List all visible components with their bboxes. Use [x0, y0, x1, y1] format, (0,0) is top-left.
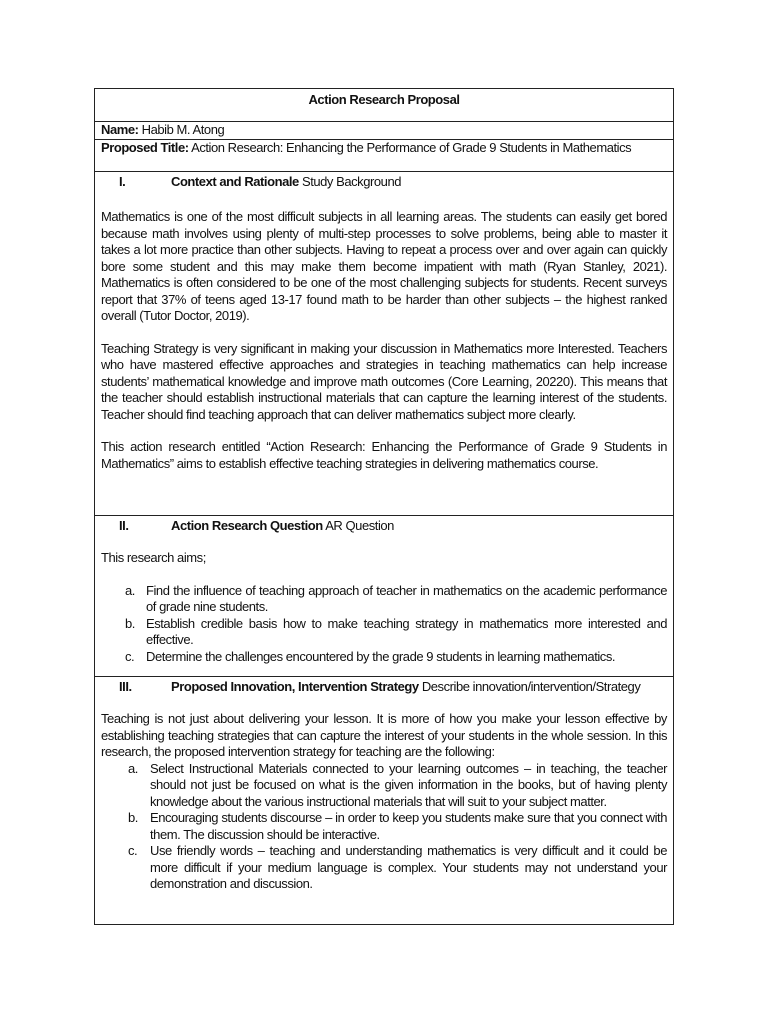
list-marker: b.	[125, 615, 135, 631]
section-proposed-innovation	[95, 677, 673, 924]
paragraph: Mathematics is one of the most difficult subjects in all learning areas. The students can easily get bored because math involves using plenty of multi-step processes to solve problems, being able to master it takes a lot more practice than other subjects. Having to repeat a process over and over again can quickly bore some student and this may make them become impatient with math (Ryan Stanley, 2021). Mathematics is often considered to be one of the most challenging subjects for students. Recent surveys report that 37% of teens aged 13-17 found math to be harder than other subjects – the highest ranked overall (Tutor Doctor, 2019).	[101, 209, 667, 323]
paragraph: This action research entitled “Action Research: Enhancing the Performance of Grade 9 Students in Mathematics” aims to establish effective teaching strategies in delivering mathematics course.	[101, 439, 667, 471]
proposal-document	[94, 88, 674, 925]
list-item	[101, 843, 667, 893]
paragraph: Teaching Strategy is very significant in making your discussion in Mathematics more Interested. Teachers who have mastered effective approaches and strategies in teaching mathematics can help increase students’ mathematical knowledge and improve math outcomes (Core Learning, 20220). This means that the teacher should establish instructional materials that can capture the learning interest of the students. Teacher should find teaching approach that can deliver mathematics subject more clearly.	[101, 340, 667, 422]
section-subtitle: Study Background	[301, 174, 402, 189]
list-item	[101, 810, 667, 843]
section-intro: This research aims;	[101, 550, 206, 565]
section-number: III.	[119, 679, 132, 694]
section-number: II.	[119, 518, 129, 533]
list-item-text: Find the influence of teaching approach of teacher in mathematics on the academic performance of grade nine students.	[146, 582, 667, 614]
list-marker: b.	[128, 810, 138, 825]
name-label: Name:	[101, 122, 139, 137]
section-intro: Teaching is not just about delivering your lesson. It is more of how you make your lesson effective by establishing teaching strategies that can capture the interest of your students in the whole session. In this research, the proposed intervention strategy for teaching are the following:	[101, 711, 667, 759]
list-marker: a.	[125, 582, 135, 598]
intervention-strategy-list	[101, 761, 667, 893]
list-item	[101, 649, 667, 666]
proposed-title-row	[95, 140, 673, 172]
list-marker: c.	[125, 648, 135, 664]
section-subtitle: AR Question	[325, 518, 394, 533]
section-subtitle: Describe innovation/intervention/Strategy	[421, 679, 641, 694]
document-title: Action Research Proposal	[308, 92, 460, 107]
name-row	[95, 122, 673, 140]
section-heading	[101, 679, 667, 697]
list-item	[101, 616, 667, 649]
section-heading	[101, 174, 667, 192]
list-item	[101, 583, 667, 616]
list-item	[101, 761, 667, 811]
list-item-text: Establish credible basis how to make teaching strategy in mathematics more interested and effective.	[146, 615, 667, 647]
section-title: Context and Rationale	[171, 174, 299, 189]
proposed-title-label: Proposed Title:	[101, 140, 189, 155]
title-row	[95, 89, 673, 122]
section-title: Action Research Question	[171, 518, 323, 533]
list-item-text: Select Instructional Materials connected to your learning outcomes – in teaching, the teacher should not just be focused on what is the given information in the books, but of having plenty knowledge about the various instructional materials that will suit to your subject matter.	[150, 760, 667, 809]
section-title: Proposed Innovation, Intervention Strategy	[171, 679, 419, 694]
section-heading	[101, 518, 667, 536]
section-context-rationale	[95, 172, 673, 516]
list-item-text: Use friendly words – teaching and understanding mathematics is very difficult and it could be more difficult if your medium language is complex. Your students may not understand your demonstration and discussion.	[150, 843, 667, 891]
list-item-text: Encouraging students discourse – in order to keep you students make sure that you connect with them. The discussion should be interactive.	[150, 810, 667, 842]
proposed-title-value: Action Research: Enhancing the Performance of Grade 9 Students in Mathematics	[191, 140, 632, 155]
name-value: Habib M. Atong	[141, 122, 225, 137]
section-research-question	[95, 516, 673, 677]
section-number: I.	[119, 174, 126, 189]
list-marker: c.	[128, 843, 138, 858]
research-aims-list	[101, 583, 667, 666]
list-marker: a.	[128, 760, 138, 776]
list-item-text: Determine the challenges encountered by the grade 9 students in learning mathematics.	[146, 648, 616, 664]
